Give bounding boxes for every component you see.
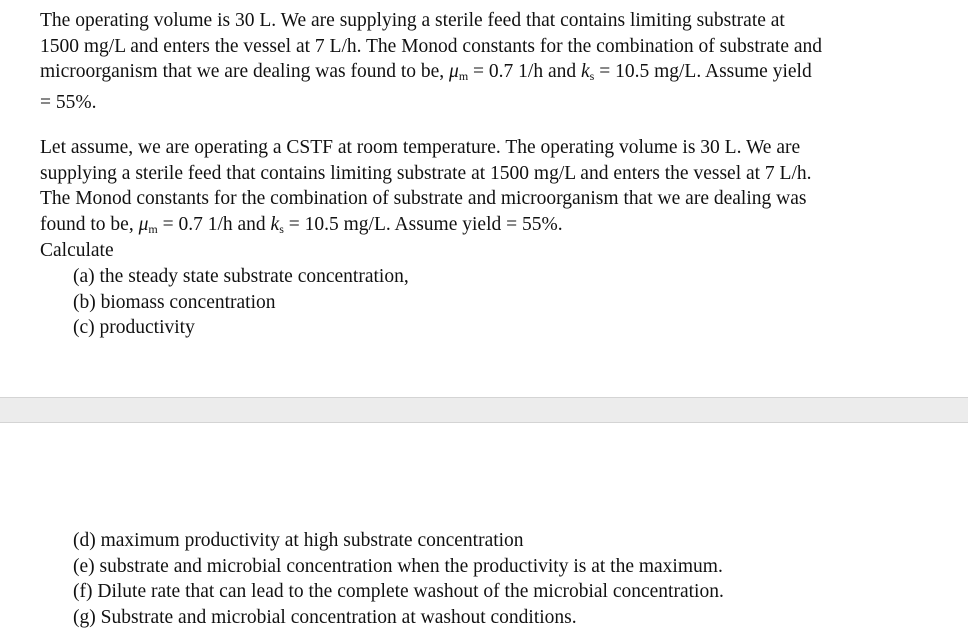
problem-paragraph-2 bbox=[40, 135, 945, 242]
text-line: = 55%. bbox=[40, 91, 97, 113]
mu-symbol bbox=[139, 214, 158, 235]
mu-subscript: m bbox=[458, 69, 469, 84]
question-item-b: (b) biomass concentration bbox=[73, 291, 276, 313]
text-fragment: = 10.5 mg/L. Assume yield bbox=[594, 61, 812, 83]
text-fragment: = 10.5 mg/L. Assume yield = 55%. bbox=[283, 213, 563, 235]
text-fragment: microorganism that we are dealing was found to be, bbox=[40, 61, 450, 83]
text-line: Let assume, we are operating a CSTF at room temperature. The operating volume is 30 L. We are bbox=[40, 137, 801, 158]
question-item-e: (e) substrate and microbial concentration when the productivity is at the maximum. bbox=[73, 555, 723, 577]
mu-symbol bbox=[449, 61, 468, 82]
k-subscript: s bbox=[279, 221, 284, 236]
question-item-d: (d) maximum productivity at high substrate concentration bbox=[73, 530, 524, 551]
k-letter: k bbox=[581, 61, 590, 83]
text-line: The Monod constants for the combination of substrate and microorganism that we are dealing was bbox=[40, 188, 807, 210]
question-item-g: (g) Substrate and microbial concentration at washout conditions. bbox=[73, 606, 577, 628]
text-line: The operating volume is 30 L. We are supplying a sterile feed that contains limiting substrate at bbox=[40, 10, 785, 31]
problem-paragraph-1 bbox=[40, 8, 945, 115]
text-fragment: = 0.7 1/h and bbox=[468, 61, 581, 83]
k-symbol bbox=[271, 214, 284, 235]
text-fragment: found to be, bbox=[40, 213, 139, 235]
mu-letter: μ bbox=[138, 213, 149, 235]
k-symbol bbox=[581, 61, 594, 82]
calculate-label: Calculate bbox=[40, 240, 114, 261]
text-line: 1500 mg/L and enters the vessel at 7 L/h. The Monod constants for the combination of substrate and bbox=[40, 35, 822, 57]
text-line: supplying a sterile feed that contains limiting substrate at 1500 mg/L and enters the vessel at 7 L/h. bbox=[40, 162, 812, 184]
question-list-bottom bbox=[73, 528, 724, 630]
k-letter: k bbox=[270, 213, 280, 235]
text-fragment: = 0.7 1/h and bbox=[157, 213, 271, 235]
question-item-f: (f) Dilute rate that can lead to the complete washout of the microbial concentration. bbox=[73, 581, 724, 603]
mu-letter: μ bbox=[449, 61, 459, 83]
mu-subscript: m bbox=[148, 221, 158, 236]
section-divider bbox=[0, 397, 968, 423]
k-subscript: s bbox=[589, 69, 595, 84]
question-item-a: (a) the steady state substrate concentration, bbox=[73, 266, 409, 287]
question-list-top bbox=[73, 264, 409, 341]
question-item-c: (c) productivity bbox=[73, 317, 195, 339]
text-line-with-constants bbox=[40, 59, 945, 90]
